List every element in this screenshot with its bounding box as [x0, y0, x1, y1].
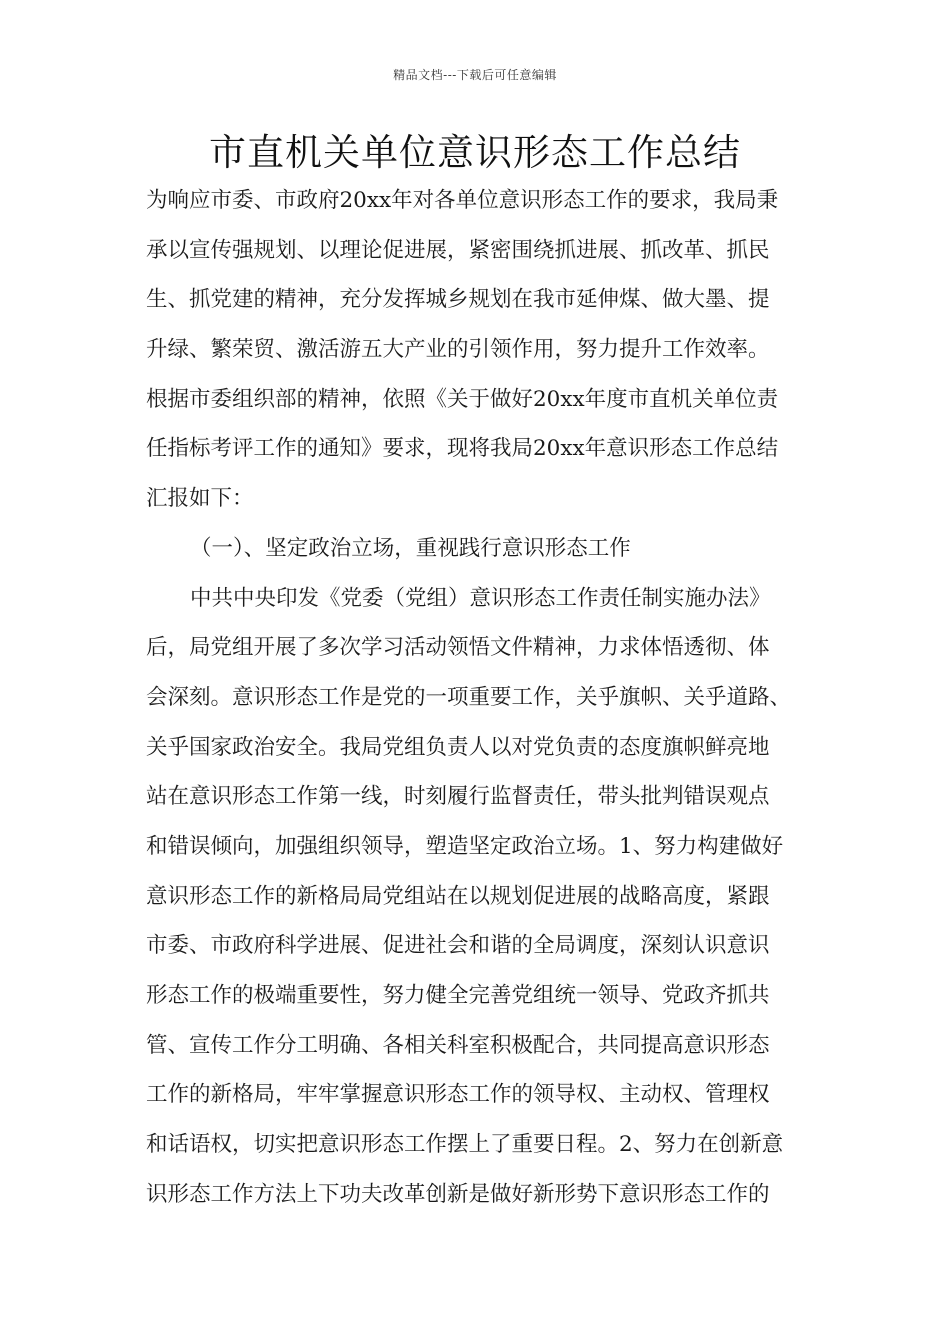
body-line: 关乎国家政治安全。我局党组负责人以对党负责的态度旗帜鲜亮地: [146, 734, 770, 760]
body-line: 升绿、繁荣贸、激活游五大产业的引领作用，努力提升工作效率。: [146, 337, 770, 363]
body-line: 任指标考评工作的通知》要求，现将我局20xx年意识形态工作总结: [146, 436, 779, 462]
body-line: 站在意识形态工作第一线，时刻履行监督责任，带头批判错误观点: [146, 784, 770, 810]
document-title: 市直机关单位意识形态工作总结: [209, 131, 741, 174]
section-heading: （一）、坚定政治立场，重视践行意识形态工作: [190, 535, 631, 561]
body-line: 根据市委组织部的精神，依照《关于做好20xx年度市直机关单位责: [146, 386, 779, 412]
body-line: 识形态工作方法上下功夫改革创新是做好新形势下意识形态工作的: [146, 1181, 770, 1207]
body-line: 意识形态工作的新格局局党组站在以规划促进展的战略高度，紧跟: [146, 883, 770, 909]
body-line: 生、抓党建的精神，充分发挥城乡规划在我市延伸煤、做大墨、提: [146, 287, 770, 313]
body-line: 承以宣传强规划、以理论促进展，紧密围绕抓进展、抓改革、抓民: [146, 237, 770, 263]
body-line: 工作的新格局，牢牢掌握意识形态工作的领导权、主动权、管理权: [146, 1082, 770, 1108]
body-line: 市委、市政府科学进展、促进社会和谐的全局调度，深刻认识意识: [146, 933, 770, 959]
body-line: 形态工作的极端重要性，努力健全完善党组统一领导、党政齐抓共: [146, 983, 770, 1008]
body-line: 后，局党组开展了多次学习活动领悟文件精神，力求体悟透彻、体: [146, 635, 770, 661]
body-line: 和话语权，切实把意识形态工作摆上了重要日程。2、努力在创新意: [146, 1132, 784, 1158]
body-line: 和错误倾向，加强组织领导，塑造坚定政治立场。1、努力构建做好: [146, 833, 784, 859]
document-body: [146, 176, 822, 1219]
body-line: 管、宣传工作分工明确、各相关科室积极配合，共同提高意识形态: [146, 1032, 770, 1058]
body-line: 汇报如下：: [146, 486, 254, 512]
body-line: 中共中央印发《党委（党组）意识形态工作责任制实施办法》: [190, 585, 771, 611]
body-line: 为响应市委、市政府20xx年对各单位意识形态工作的要求，我局秉: [146, 188, 779, 213]
document-header-note: 精品文档---下载后可任意编辑: [393, 68, 557, 82]
body-line: 会深刻。意识形态工作是党的一项重要工作，关乎旗帜、关乎道路、: [146, 684, 792, 710]
